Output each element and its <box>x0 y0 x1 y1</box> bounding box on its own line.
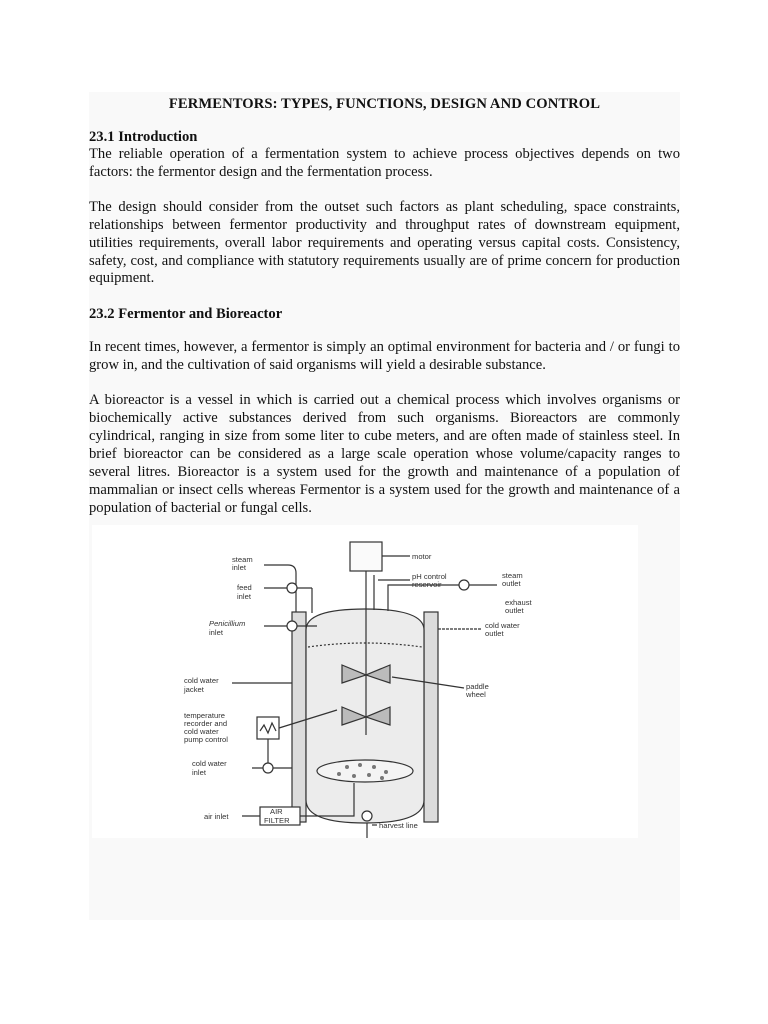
document-page <box>89 92 680 920</box>
fermentor-diagram <box>92 525 638 838</box>
motor-box <box>350 542 382 571</box>
bubble <box>380 776 384 780</box>
temperature-recorder <box>257 717 279 739</box>
label-feed-inlet-2: inlet <box>237 592 251 601</box>
label-cw-jacket-2: jacket <box>184 685 204 694</box>
label-steam-inlet-1: steam <box>232 555 253 564</box>
label-steam-outlet-1: steam <box>502 571 523 580</box>
feed-inlet-valve <box>287 583 297 593</box>
label-penicillium-2: inlet <box>209 628 223 637</box>
paragraph-bioreactor-2: A bioreactor is a vessel in which is carried out a chemical process which involves organisms or biochemically active substances derived from such organisms. Bioreactors are commonly cylindrical, ranging in size from some liter to cube meters, and are often made of stainless steel. In brief bioreactor can be considered as a large scale operation whose volume/capacity ranges to several litres. Bioreactor is a system used for the growth and maintenance of a population of mammalian or insect cells whereas Fermentor is a system used for the growth and maintenance of a population of bacterial or fungal cells. <box>89 392 680 516</box>
paragraph-intro-1: The reliable operation of a fermentation system to achieve process objectives depends on two factors: the fermentor design and the fermentation process. <box>89 146 680 180</box>
label-steam-outlet-2: outlet <box>502 579 521 588</box>
cold-water-inlet-valve <box>263 763 273 773</box>
label-paddle-1: paddle <box>466 682 489 691</box>
bubble <box>384 770 388 774</box>
bubble <box>358 763 362 767</box>
label-motor: motor <box>412 552 432 561</box>
bubble <box>352 774 356 778</box>
label-air-filter-1: AIR <box>270 807 283 816</box>
bubble <box>337 772 341 776</box>
cold-water-jacket-right <box>424 612 438 822</box>
label-cw-inlet-1: cold water <box>192 759 227 768</box>
document-title: FERMENTORS: TYPES, FUNCTIONS, DESIGN AND CONTROL <box>168 96 601 112</box>
label-temp-3: cold water <box>184 727 219 736</box>
bubble <box>367 773 371 777</box>
label-temp-2: recorder and <box>184 719 228 728</box>
label-paddle-2: wheel <box>466 690 486 699</box>
label-temp-1: temperature <box>184 711 225 720</box>
label-air-filter-2: FILTER <box>264 816 290 825</box>
label-cw-outlet-2: outlet <box>485 629 504 638</box>
fermentor-diagram-svg <box>92 525 638 838</box>
label-ph-1: pH control <box>412 572 447 581</box>
exhaust-valve <box>459 580 469 590</box>
document-content <box>89 92 680 518</box>
label-steam-inlet-2: inlet <box>232 563 246 572</box>
penicillium-valve <box>287 621 297 631</box>
bubble <box>372 765 376 769</box>
label-cw-outlet-1: cold water <box>485 621 520 630</box>
label-exhaust-1: exhaust <box>505 598 532 607</box>
section-heading-fermentor-bioreactor: 23.2 Fermentor and Bioreactor <box>89 306 283 323</box>
label-harvest: harvest line <box>379 821 418 830</box>
label-cw-inlet-2: inlet <box>192 768 206 777</box>
sparger <box>317 760 413 782</box>
paragraph-bioreactor-1: In recent times, however, a fermentor is simply an optimal environment for bacteria and / or fungi to grow in, and the cultivation of said organisms will yield a desirable substance. <box>89 339 680 374</box>
label-air-inlet: air inlet <box>204 812 229 821</box>
section-heading-introduction: 23.1 Introduction <box>89 129 198 145</box>
harvest-valve <box>362 811 372 821</box>
cold-water-jacket-left <box>292 612 306 822</box>
bubble <box>345 765 349 769</box>
label-penicillium-1: Penicillium <box>209 619 246 628</box>
label-feed-inlet-1: feed <box>237 583 252 592</box>
label-cw-jacket-1: cold water <box>184 676 219 685</box>
label-ph-2: reservoir <box>412 580 442 589</box>
paragraph-intro-2: The design should consider from the outset such factors as plant scheduling, space constraints, relationships between fermentor productivity and throughput rates of downstream equipment, utilities requirements, overall labor requirements and operating versus capital costs. Consistency, safety, cost, and compliance with statutory requirements usually are of prime concern for production equipment. <box>89 198 680 287</box>
label-temp-4: pump control <box>184 735 228 744</box>
label-exhaust-2: outlet <box>505 606 524 615</box>
